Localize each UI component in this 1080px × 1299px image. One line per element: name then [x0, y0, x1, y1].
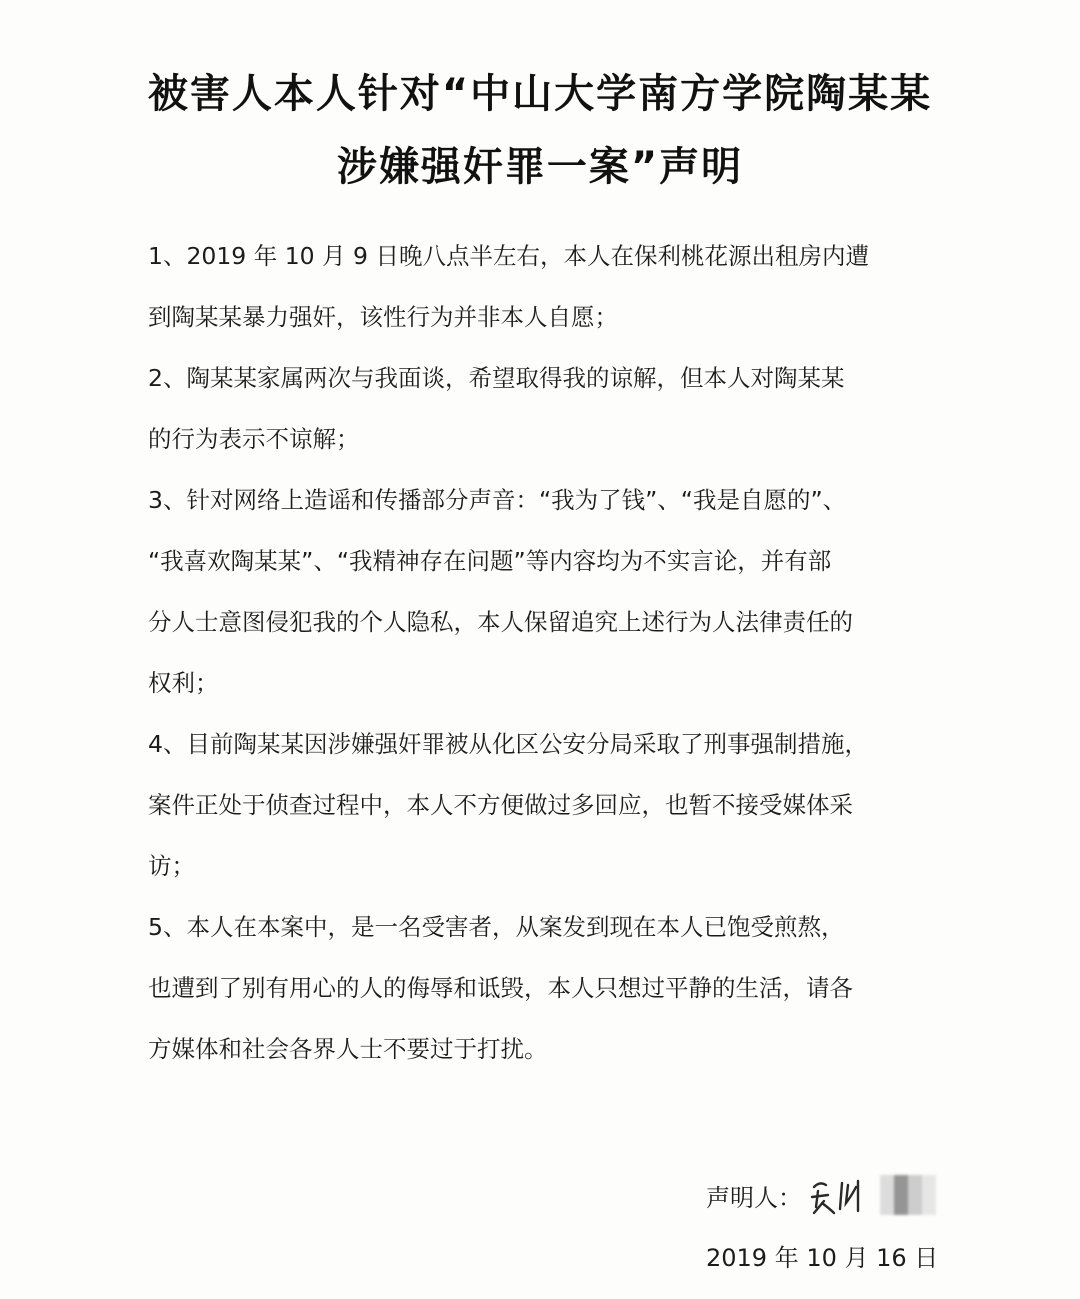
paragraph-line: 的行为表示不谅解； [148, 425, 360, 453]
paragraph-4 [148, 714, 948, 897]
paragraph-2 [148, 348, 948, 470]
paragraph-line: 1、2019 年 10 月 9 日晚八点半左右，本人在保利桃花源出租房内遭 [148, 242, 869, 270]
paragraph-line: 4、目前陶某某因涉嫌强奸罪被从化区公安分局采取了刑事强制措施， [148, 730, 868, 758]
paragraph-line: 也遭到了别有用心的人的侮辱和诋毁，本人只想过平静的生活，请各 [148, 974, 853, 1002]
statement-body [148, 226, 948, 1080]
signature-block [706, 1170, 936, 1220]
paragraph-line: 案件正处于侦查过程中，本人不方便做过多回应，也暂不接受媒体采 [148, 791, 853, 819]
redacted-name [880, 1175, 936, 1215]
paragraph-line: 2、陶某某家属两次与我面谈，希望取得我的谅解，但本人对陶某某 [148, 364, 845, 392]
paragraph-line: “我喜欢陶某某”、“我精神存在问题”等内容均为不实言论，并有部 [148, 547, 832, 575]
paragraph-line: 分人士意图侵犯我的个人隐私，本人保留追究上述行为人法律责任的 [148, 608, 853, 636]
paragraph-line: 访； [148, 852, 195, 880]
paragraph-line: 方媒体和社会各界人士不要过于打扰。 [148, 1035, 548, 1063]
paragraph-3 [148, 470, 948, 714]
paragraph-line: 到陶某某暴力强奸，该性行为并非本人自愿； [148, 303, 618, 331]
paragraph-1 [148, 226, 948, 348]
document-title-line-2: 涉嫌强奸罪一案”声明 [336, 144, 744, 190]
paragraph-line: 5、本人在本案中，是一名受害者，从案发到现在本人已饱受煎熬， [148, 913, 845, 941]
statement-date: 2019 年 10 月 16 日 [706, 1244, 939, 1272]
document-title-line-1: 被害人本人针对“中山大学南方学院陶某某 [147, 71, 933, 117]
paragraph-5 [148, 897, 948, 1080]
handwritten-signature [808, 1173, 878, 1217]
paragraph-line: 3、针对网络上造谣和传播部分声音：“我为了钱”、“我是自愿的”、 [148, 486, 847, 514]
signature-label: 声明人： [706, 1183, 802, 1212]
paragraph-line: 权利； [148, 669, 219, 697]
